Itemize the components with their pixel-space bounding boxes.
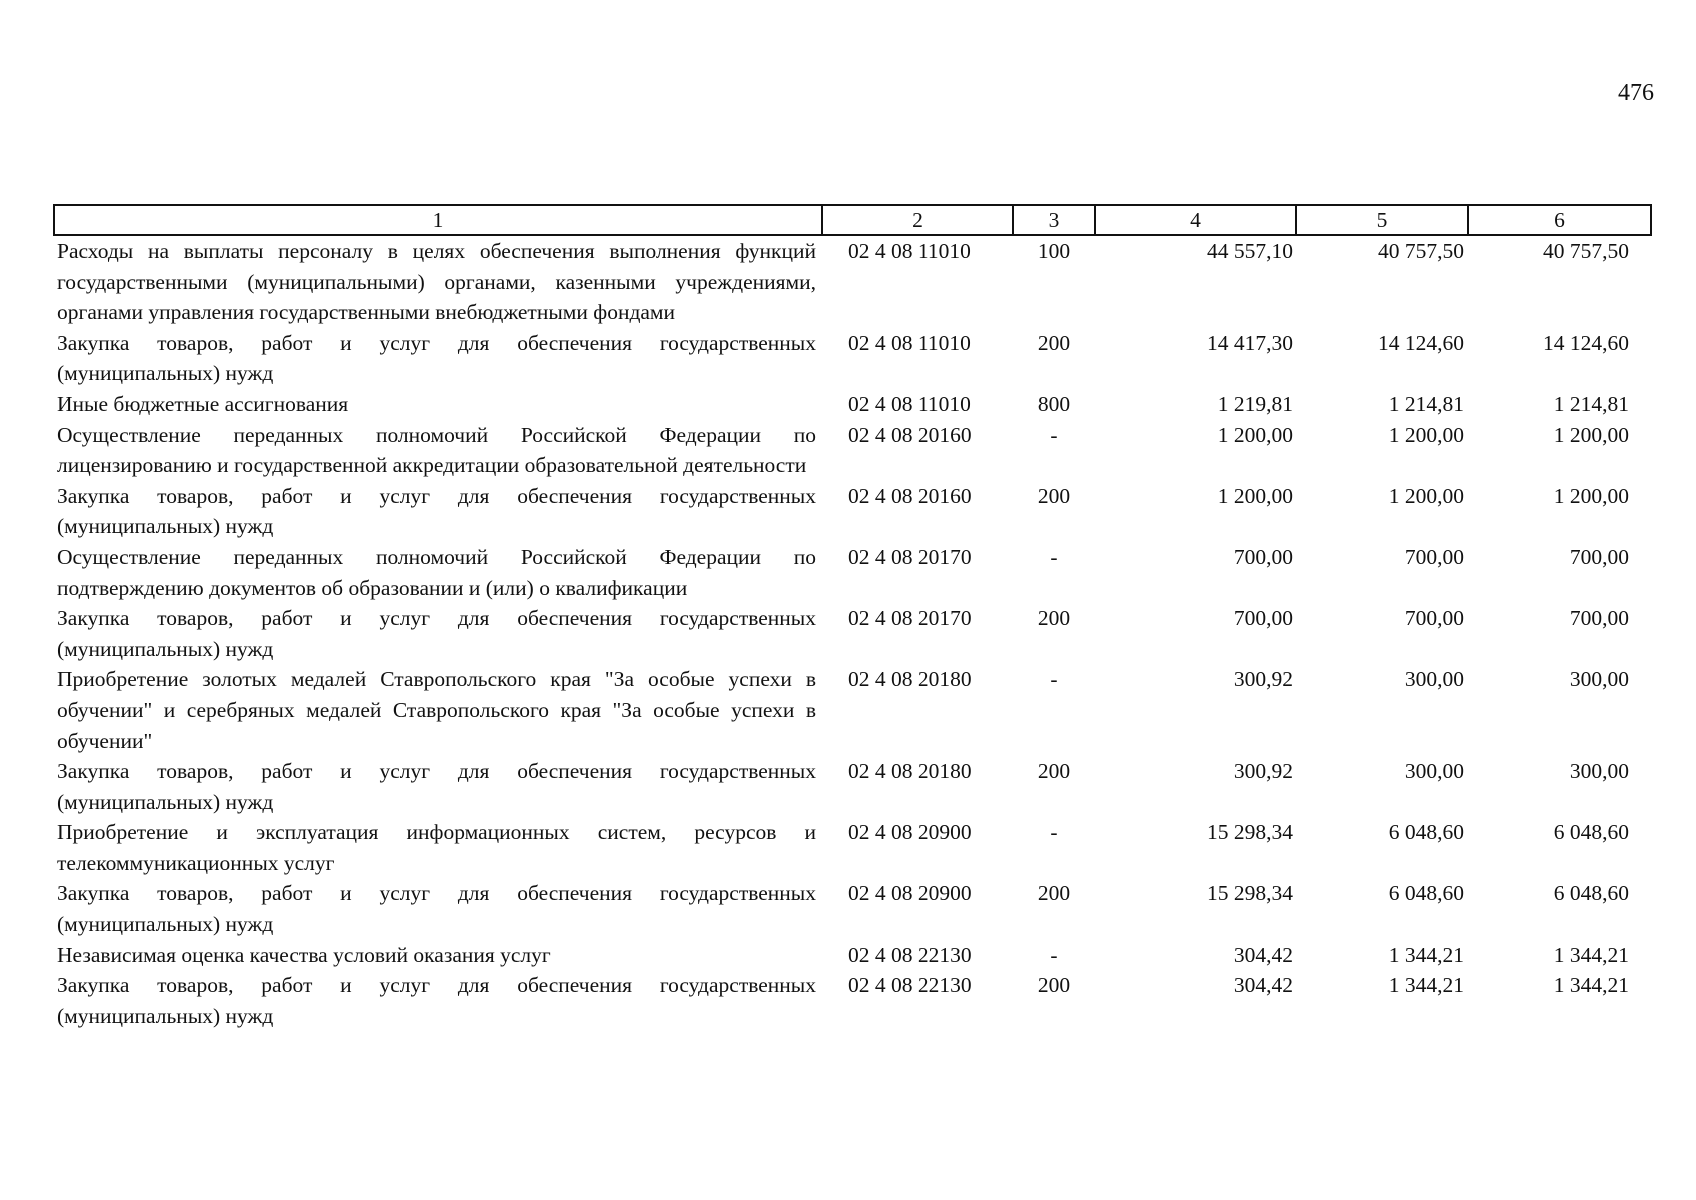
row-expense-type: - [1050,422,1058,447]
row-amount-col4: 15 298,34 [1207,881,1293,906]
table-row [54,664,1651,756]
row-amount-col4: 15 298,34 [1207,820,1293,845]
row-expense-type: 800 [1037,391,1071,416]
table-body [54,235,1651,1031]
table-row [54,235,1651,328]
row-code: 02 4 08 11010 [848,239,971,263]
table-row [54,328,1651,389]
row-code: 02 4 08 20170 [848,606,972,631]
page-number: 476 [1618,80,1654,106]
row-expense-type: 100 [1037,239,1071,263]
row-amount-col5: 1 200,00 [1388,422,1464,447]
row-amount-col6: 300,00 [1569,667,1629,692]
column-header-4: 4 [1095,205,1296,235]
row-description: Иные бюджетные ассигнования [57,391,349,416]
row-code: 02 4 08 20160 [848,483,972,508]
row-amount-col6: 1 200,00 [1553,422,1629,447]
row-description: Закупка товаров, работ и услуг для обеспечения государственных (муниципальных) нужд [57,606,816,661]
column-header-2: 2 [822,205,1013,235]
column-header-3: 3 [1013,205,1095,235]
budget-table [53,204,1652,1031]
row-amount-col4: 1 200,00 [1217,422,1293,447]
column-header-6: 6 [1468,205,1651,235]
row-amount-col6: 1 344,21 [1553,942,1629,967]
row-amount-col4: 14 417,30 [1207,330,1293,355]
table-row [54,970,1651,1031]
row-description: Закупка товаров, работ и услуг для обеспечения государственных (муниципальных) нужд [57,973,816,1028]
row-code: 02 4 08 11010 [848,330,971,355]
row-expense-type: - [1050,820,1058,845]
row-amount-col6: 300,00 [1569,759,1629,784]
table-row [54,756,1651,817]
row-amount-col5: 1 344,21 [1388,942,1464,967]
row-amount-col5: 6 048,60 [1388,881,1464,906]
row-amount-col5: 1 200,00 [1388,483,1464,508]
row-description: Осуществление переданных полномочий Российской Федерации по лицензированию и государственной аккредитации образовательной деятельности [57,422,816,478]
row-amount-col5: 300,00 [1404,667,1464,692]
table-row [54,878,1651,939]
row-amount-col6: 1 214,81 [1553,391,1629,416]
row-expense-type: 200 [1037,973,1071,998]
table-row [54,940,1651,971]
row-amount-col6: 14 124,60 [1543,330,1629,355]
row-description: Осуществление переданных полномочий Российской Федерации по подтверждению документов об образовании и (или) о квалификации [57,544,816,600]
row-expense-type: 200 [1037,606,1071,631]
row-amount-col6: 1 344,21 [1553,973,1629,998]
row-code: 02 4 08 20160 [848,422,972,447]
row-description: Приобретение и эксплуатация информационных систем, ресурсов и телекоммуникационных услуг [57,820,816,875]
table-row [54,420,1651,481]
row-amount-col6: 40 757,50 [1543,239,1629,263]
row-amount-col4: 300,92 [1233,667,1293,692]
row-amount-col4: 304,42 [1233,973,1293,998]
row-code: 02 4 08 20900 [848,820,972,845]
row-code: 02 4 08 20900 [848,881,972,906]
column-header-1: 1 [54,205,822,235]
row-amount-col5: 6 048,60 [1388,820,1464,845]
row-description: Закупка товаров, работ и услуг для обеспечения государственных (муниципальных) нужд [57,483,816,539]
row-code: 02 4 08 20180 [848,759,972,784]
row-expense-type: - [1050,667,1058,692]
row-amount-col4: 1 200,00 [1217,483,1293,508]
row-amount-col4: 1 219,81 [1217,391,1293,416]
row-amount-col5: 14 124,60 [1378,330,1464,355]
row-amount-col6: 6 048,60 [1553,820,1629,845]
row-expense-type: - [1050,544,1058,569]
column-header-5: 5 [1296,205,1468,235]
row-description: Закупка товаров, работ и услуг для обеспечения государственных (муниципальных) нужд [57,759,816,814]
row-amount-col6: 6 048,60 [1553,881,1629,906]
table-header [54,205,1651,235]
row-expense-type: 200 [1037,483,1071,508]
row-description: Закупка товаров, работ и услуг для обеспечения государственных (муниципальных) нужд [57,881,816,937]
row-amount-col5: 700,00 [1404,606,1464,631]
row-code: 02 4 08 11010 [848,391,971,416]
table-row [54,389,1651,420]
row-amount-col5: 1 344,21 [1388,973,1464,998]
row-amount-col4: 300,92 [1233,759,1293,784]
row-amount-col5: 300,00 [1404,759,1464,784]
row-amount-col5: 700,00 [1404,544,1464,569]
row-expense-type: 200 [1037,881,1071,906]
row-amount-col4: 304,42 [1233,942,1293,967]
table-row [54,542,1651,603]
table-row [54,817,1651,878]
row-amount-col6: 700,00 [1569,606,1629,631]
row-description: Независимая оценка качества условий оказания услуг [57,942,551,967]
header-row [54,205,1651,235]
row-expense-type: 200 [1037,330,1071,355]
row-amount-col5: 1 214,81 [1388,391,1464,416]
row-code: 02 4 08 20180 [848,667,972,692]
row-description: Приобретение золотых медалей Ставропольского края "За особые успехи в обучении" и серебряных медалей Ставропольского края "За особые успехи в обучении" [57,667,816,753]
row-amount-col6: 700,00 [1569,544,1629,569]
table-row [54,481,1651,542]
row-amount-col5: 40 757,50 [1378,239,1464,263]
row-amount-col6: 1 200,00 [1553,483,1629,508]
row-expense-type: 200 [1037,759,1071,784]
row-amount-col4: 700,00 [1233,606,1293,631]
row-expense-type: - [1050,942,1058,967]
row-code: 02 4 08 22130 [848,942,972,967]
table-row [54,603,1651,664]
row-code: 02 4 08 22130 [848,973,972,998]
row-description: Расходы на выплаты персоналу в целях обеспечения выполнения функций государственными (муниципальными) органами, казенными учреждениями, органами управления государственными внебюджетными фондами [57,239,816,325]
row-amount-col4: 700,00 [1233,544,1293,569]
row-description: Закупка товаров, работ и услуг для обеспечения государственных (муниципальных) нужд [57,330,816,386]
row-code: 02 4 08 20170 [848,544,972,569]
row-amount-col4: 44 557,10 [1207,239,1293,263]
